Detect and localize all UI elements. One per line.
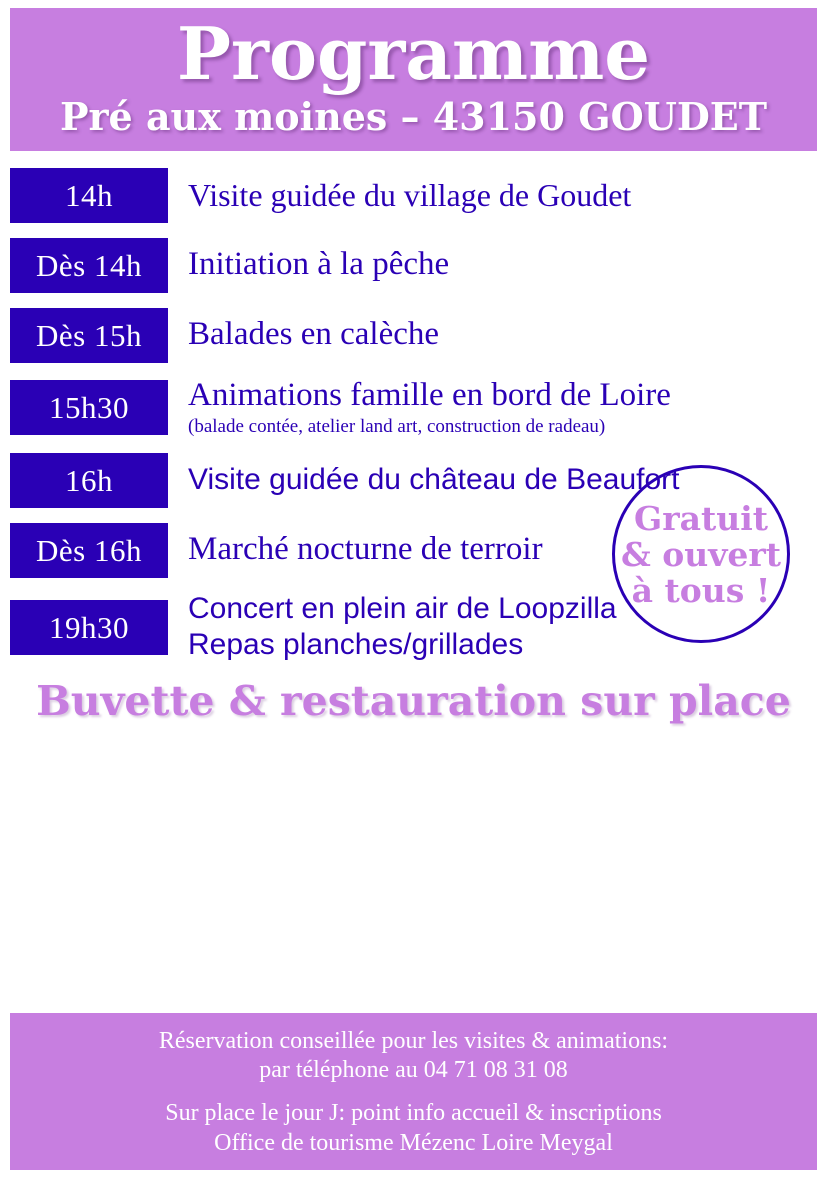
programme-entry-title: Concert en plein air de Loopzilla <box>188 592 617 626</box>
programme-entry <box>168 463 679 498</box>
programme-row <box>10 167 817 223</box>
free-entry-stamp <box>612 465 790 643</box>
time-badge: 14h <box>10 168 168 223</box>
programme-entry-subtitle: Repas planches/grillades <box>188 627 524 661</box>
time-badge: Dès 16h <box>10 523 168 578</box>
programme-entry-title: Visite guidée du village de Goudet <box>188 176 632 213</box>
stamp-line-1: Gratuit <box>634 498 768 538</box>
refreshments-heading: Buvette & restauration sur place <box>36 676 791 725</box>
programme-entry <box>168 316 439 354</box>
programme-entry-title: Initiation à la pêche <box>188 246 450 283</box>
time-badge: 15h30 <box>10 380 168 435</box>
stamp-line-3: à tous ! <box>631 570 771 610</box>
footer-organiser: Office de tourisme Mézenc Loire Meygal <box>214 1129 613 1156</box>
programme-list <box>0 167 827 662</box>
programme-entry-detail: (balade contée, atelier land art, construction de radeau) <box>188 416 606 438</box>
programme-row <box>10 377 817 438</box>
programme-row <box>10 237 817 293</box>
footer-spacer <box>20 1085 807 1099</box>
programme-entry <box>168 531 543 569</box>
footer-phone-line: par téléphone au 04 71 08 31 08 <box>259 1057 568 1084</box>
footer-onsite-note: Sur place le jour J: point info accueil & inscriptions <box>165 1100 662 1127</box>
programme-entry <box>168 592 617 663</box>
programme-entry <box>168 246 449 284</box>
page-subtitle: Pré aux moines – 43150 GOUDET <box>59 93 768 139</box>
programme-entry-title: Marché nocturne de terroir <box>188 531 543 568</box>
programme-entry <box>168 377 671 438</box>
header-banner <box>10 8 817 151</box>
stamp-line-2: & ouvert <box>620 534 782 574</box>
time-badge: Dès 15h <box>10 308 168 363</box>
time-badge: 19h30 <box>10 600 168 655</box>
programme-row <box>10 307 817 363</box>
time-badge: 16h <box>10 453 168 508</box>
programme-entry-title: Balades en calèche <box>188 316 440 353</box>
programme-entry-title: Animations famille en bord de Loire <box>188 377 671 414</box>
footer-reservation-note: Réservation conseillée pour les visites & animations: <box>158 1027 669 1054</box>
footer-banner <box>10 1013 817 1170</box>
programme-entry <box>168 177 631 214</box>
page-title: Programme <box>176 11 651 96</box>
time-badge: Dès 14h <box>10 238 168 293</box>
programme-entry-title: Visite guidée du château de Beaufort <box>188 462 680 496</box>
